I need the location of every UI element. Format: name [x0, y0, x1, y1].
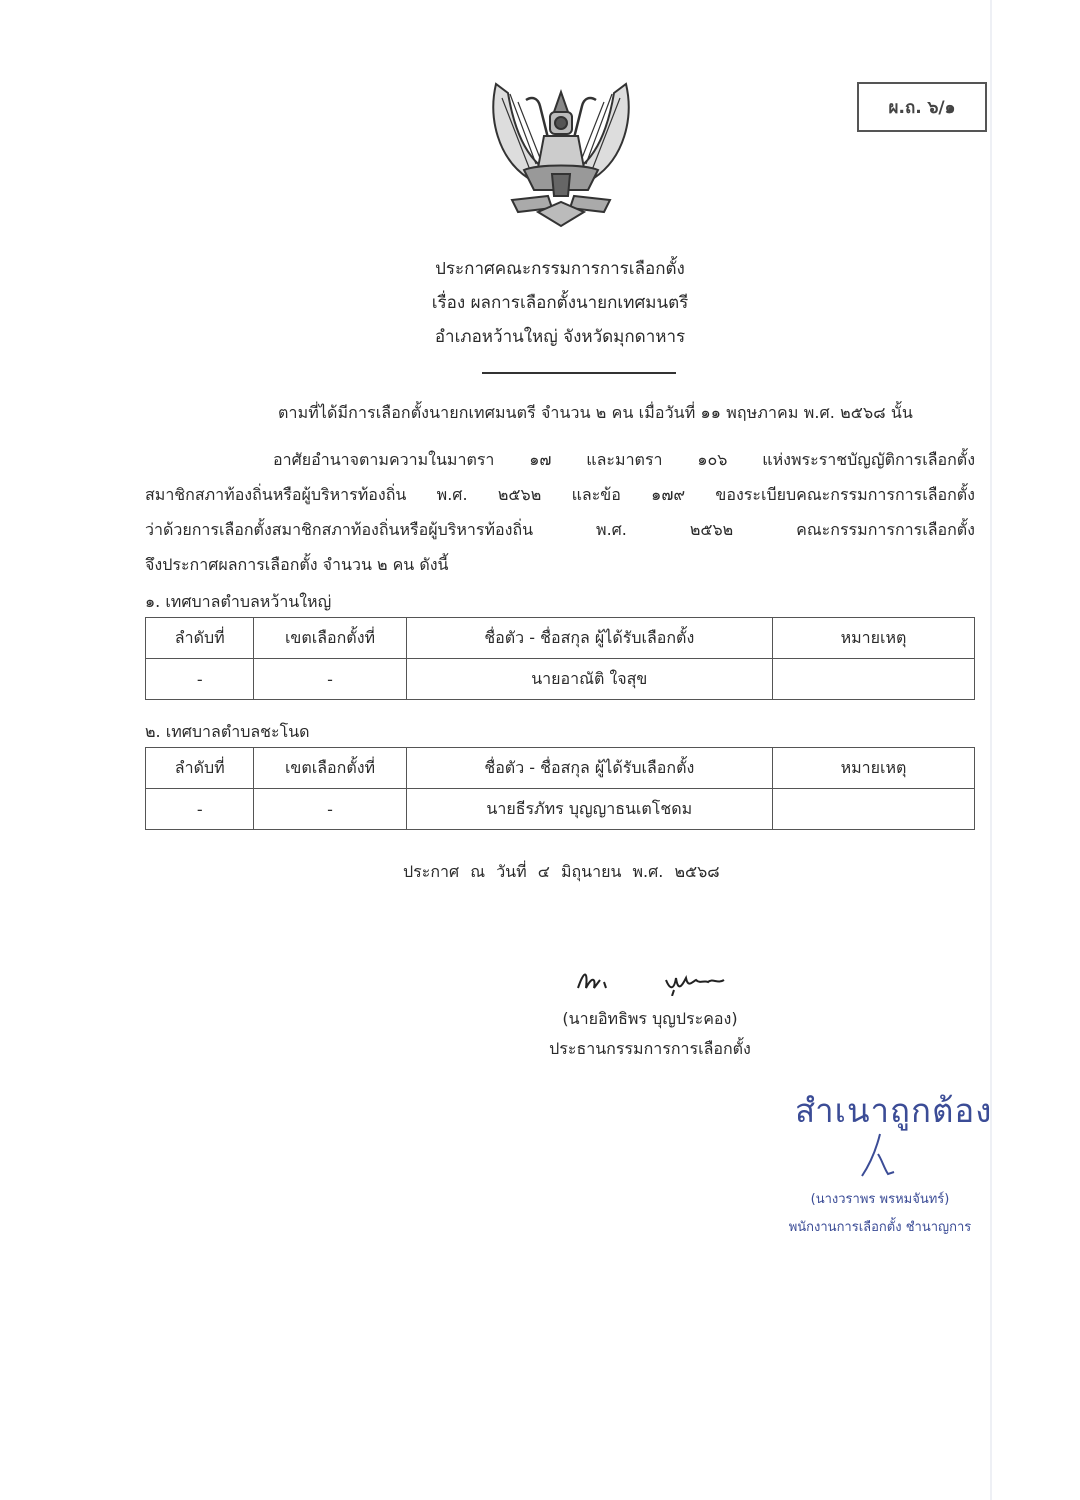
certifier-block	[760, 1186, 1000, 1242]
section-label-2: ๒. เทศบาลตำบลชะโนด	[145, 722, 310, 741]
announcement-date: ประกาศ ณ วันที่ ๔ มิถุนายน พ.ศ. ๒๕๖๘	[403, 862, 720, 881]
cell-district: -	[254, 789, 406, 830]
certifier-position: พนักงานการเลือกตั้ง ชำนาญการ	[788, 1220, 972, 1235]
signer-position: ประธานกรรมการการเลือกตั้ง	[549, 1039, 751, 1058]
header-remark: หมายเหตุ	[773, 748, 975, 789]
form-code-box	[857, 82, 987, 132]
certifier-name: (นางวราพร พรหมจันทร์)	[810, 1192, 950, 1207]
certifier-signature-icon	[858, 1130, 898, 1180]
title-location: อำเภอหว้านใหญ่ จังหวัดมุกดาหาร	[434, 327, 686, 347]
cell-remark	[773, 659, 975, 700]
table-row	[146, 659, 975, 700]
header-name: ชื่อตัว - ชื่อสกุล ผู้ได้รับเลือกตั้ง	[406, 618, 772, 659]
header-district: เขตเลือกตั้งที่	[254, 618, 406, 659]
intro-paragraph: ตามที่ได้มีการเลือกตั้งนายกเทศมนตรี จำนวน ๒ คน เมื่อวันที่ ๑๑ พฤษภาคม พ.ศ. ๒๕๖๘ นั้น	[278, 403, 913, 422]
body-line: จึงประกาศผลการเลือกตั้ง จำนวน ๒ คน ดังนี้	[145, 555, 449, 574]
header-order: ลำดับที่	[146, 748, 254, 789]
results-table-2	[145, 747, 975, 830]
certified-copy-stamp: สำเนาถูกต้อง	[795, 1091, 993, 1130]
table-header-row	[146, 618, 975, 659]
body-line: อาศัยอำนาจตามความในมาตรา ๑๗ และมาตรา ๑๐๖ แห่งพระราชบัญญัติการเลือกตั้ง	[273, 450, 975, 469]
section-label-1: ๑. เทศบาลตำบลหว้านใหญ่	[145, 592, 332, 611]
body-line: ว่าด้วยการเลือกตั้งสมาชิกสภาท้องถิ่นหรือผู้บริหารท้องถิ่น พ.ศ. ๒๕๖๒ คณะกรรมการการเลือกตั้ง	[145, 520, 975, 539]
cell-order: -	[146, 789, 254, 830]
body-line: สมาชิกสภาท้องถิ่นหรือผู้บริหารท้องถิ่น พ.ศ. ๒๕๖๒ และข้อ ๑๗๙ ของระเบียบคณะกรรมการการเลือกตั้ง	[145, 485, 975, 504]
form-code: ผ.ถ. ๖/๑	[888, 97, 956, 118]
cell-name: นายธีรภัทร บุญญาธนเตโชดม	[406, 789, 772, 830]
header-remark: หมายเหตุ	[773, 618, 975, 659]
header-order: ลำดับที่	[146, 618, 254, 659]
cell-order: -	[146, 659, 254, 700]
header-district: เขตเลือกตั้งที่	[254, 748, 406, 789]
signer-block	[500, 1004, 800, 1064]
page-edge	[990, 0, 992, 1500]
title-subject: เรื่อง ผลการเลือกตั้งนายกเทศมนตรี	[431, 293, 689, 313]
table-row	[146, 789, 975, 830]
authority-paragraph	[145, 442, 975, 582]
title-divider	[482, 372, 676, 374]
table-header-row	[146, 748, 975, 789]
signer-name: (นายอิทธิพร บุญประคอง)	[562, 1009, 738, 1028]
cell-remark	[773, 789, 975, 830]
cell-district: -	[254, 659, 406, 700]
garuda-emblem-icon	[488, 78, 634, 228]
header-name: ชื่อตัว - ชื่อสกุล ผู้ได้รับเลือกตั้ง	[406, 748, 772, 789]
signature-icon	[574, 966, 734, 996]
results-table-1	[145, 617, 975, 700]
announcement-title	[300, 252, 820, 354]
title-line-1: ประกาศคณะกรรมการการเลือกตั้ง	[435, 259, 685, 279]
cell-name: นายอาณัติ ใจสุข	[406, 659, 772, 700]
